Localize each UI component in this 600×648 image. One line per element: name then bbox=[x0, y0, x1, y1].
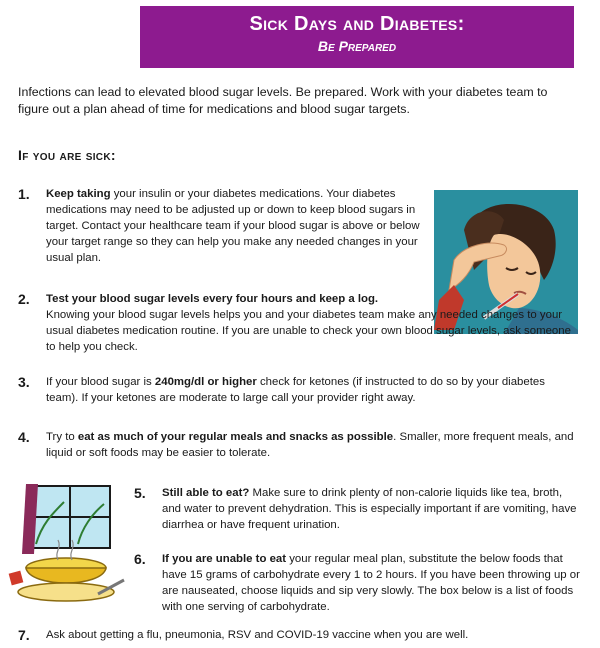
item-number: 4. bbox=[18, 429, 30, 445]
page-subtitle: Be Prepared bbox=[317, 38, 397, 54]
item-text: Try to eat as much of your regular meals and snacks as possible. Smaller, more frequent meals, and liquid or soft foods may be easier to tolerate. bbox=[46, 431, 574, 459]
intro-paragraph: Infections can lead to elevated blood sugar levels. Be prepared. Work with your diabetes team to figure out a plan ahead of time for medications and blood sugar targets. bbox=[18, 85, 548, 116]
item-text: If your blood sugar is 240mg/dl or higher check for ketones (if instructed to do so by your diabetes team). If your ketones are moderate to large call your provider right away. bbox=[46, 376, 545, 404]
title-banner bbox=[140, 6, 574, 68]
item-number: 2. bbox=[18, 291, 30, 307]
item-number: 7. bbox=[18, 627, 30, 643]
item-text: Still able to eat? Make sure to drink plenty of non-calorie liquids like tea, broth, and water to prevent dehydration. This is especially important if are vomiting, have diarrhea or have frequent urination. bbox=[162, 487, 577, 531]
item-text: If you are unable to eat your regular meal plan, substitute the below foods that have 15 grams of carbohydrate every 1 to 2 hours. If you have been throwing up or are nauseated, choose liquids and sip very slowly. The box below is a list of foods with one serving of carbohydrate. bbox=[162, 553, 580, 613]
item-text: Ask about getting a flu, pneumonia, RSV and COVID-19 vaccine when you are well. bbox=[46, 629, 469, 641]
item-text: Keep taking your insulin or your diabetes medications. Your diabetes medications may need to be adjusted up or down to keep blood sugars in target. Contact your healthcare team if your blood sugar is above or below your target range so they can help you make any needed changes in your usual plan. bbox=[46, 188, 420, 264]
item-number: 1. bbox=[18, 186, 30, 202]
item-text: Test your blood sugar levels every four hours and keep a log. bbox=[46, 293, 379, 305]
item-text-continued: Knowing your blood sugar levels helps you and your diabetes team make any needed changes to your usual diabetes medication routine. If you are unable to check your own blood sugar levels, ask someone to help you check. bbox=[46, 309, 571, 353]
item-number: 5. bbox=[134, 485, 146, 501]
item-number: 6. bbox=[134, 551, 146, 567]
soup-and-tea-illustration bbox=[8, 484, 126, 606]
item-number: 3. bbox=[18, 374, 30, 390]
section-heading: If you are sick: bbox=[18, 147, 116, 163]
page-title: Sick Days and Diabetes: bbox=[249, 13, 465, 35]
